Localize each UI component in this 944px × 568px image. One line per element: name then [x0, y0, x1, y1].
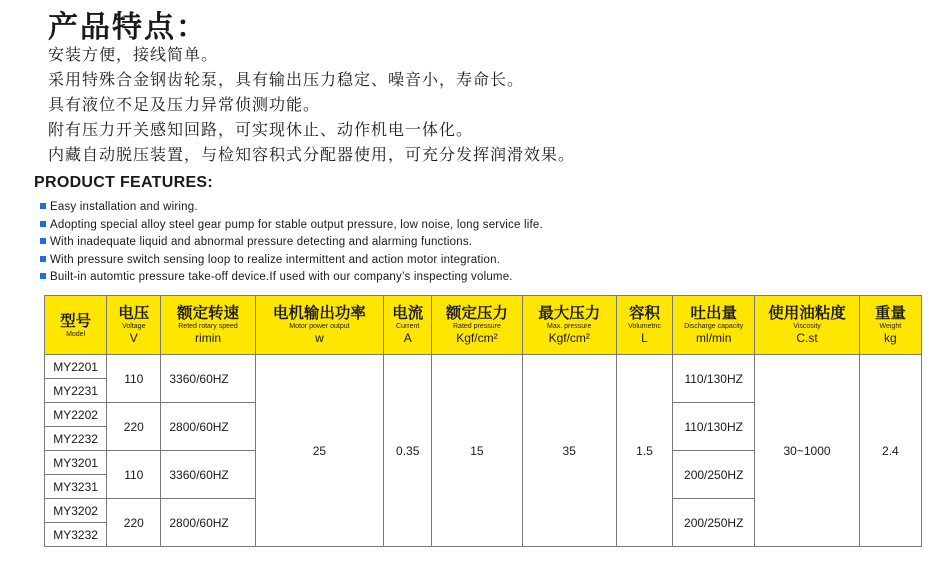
feature-cn-item: 附有压力开关感知回路，可实现休止、动作机电一体化。	[48, 120, 474, 139]
features-en-list	[40, 199, 543, 287]
model-cell: MY2201	[45, 355, 107, 379]
voltage-cell: 220	[107, 499, 161, 547]
feature-cn-item: 采用特殊合金钢齿轮泵，具有输出压力稳定、噪音小，寿命长。	[48, 70, 525, 89]
feature-en-item	[40, 234, 543, 252]
header-rated-pressure: 额定压力 Rated pressure Kgf/cm²	[432, 296, 522, 355]
feature-cn-item: 内藏自动脱压装置，与检知容积式分配器使用，可充分发挥润滑效果。	[48, 145, 576, 164]
square-bullet-icon	[40, 221, 46, 227]
feature-en-item	[40, 252, 543, 270]
square-bullet-icon	[40, 238, 46, 244]
header-volume: 容积 Volumetnc L	[616, 296, 672, 355]
voltage-cell: 110	[107, 451, 161, 499]
header-viscosity: 使用油粘度 Viscosity C.st	[755, 296, 859, 355]
discharge-cell: 110/130HZ	[673, 355, 755, 403]
voltage-cell: 110	[107, 355, 161, 403]
square-bullet-icon	[40, 273, 46, 279]
feature-en-text: With pressure switch sensing loop to realize intermittent and action motor integration.	[50, 253, 501, 266]
square-bullet-icon	[40, 256, 46, 262]
speed-cell: 2800/60HZ	[161, 403, 255, 451]
feature-en-text: Easy installation and wiring.	[50, 201, 198, 213]
model-cell: MY3231	[45, 475, 107, 499]
header-discharge: 吐出量 Discharge capacity ml/min	[673, 296, 755, 355]
page-title: 产品特点：	[48, 10, 208, 45]
header-current: 电流 Current A	[384, 296, 432, 355]
feature-en-item	[40, 217, 543, 235]
discharge-cell: 200/250HZ	[673, 451, 755, 499]
feature-en-text: Built-in automtic pressure take-off device.If used with our company’s inspecting volume.	[50, 271, 513, 284]
model-cell: MY3202	[45, 499, 107, 523]
speed-cell: 3360/60HZ	[161, 451, 255, 499]
feature-en-text: With inadequate liquid and abnormal pressure detecting and alarming functions.	[50, 236, 473, 249]
current-cell: 0.35	[384, 355, 432, 547]
feature-cn-item: 安装方便，接线简单。	[48, 45, 219, 64]
header-motor-power: 电机输出功率 Motor power output w	[255, 296, 383, 355]
speed-cell: 2800/60HZ	[161, 499, 255, 547]
feature-en-item	[40, 269, 543, 287]
voltage-cell: 220	[107, 403, 161, 451]
max-pressure-cell: 35	[522, 355, 616, 547]
rated-pressure-cell: 15	[432, 355, 522, 547]
model-cell: MY3232	[45, 523, 107, 547]
header-weight: 重量 Weight kg	[859, 296, 921, 355]
discharge-cell: 110/130HZ	[673, 403, 755, 451]
weight-cell: 2.4	[859, 355, 921, 547]
model-cell: MY3201	[45, 451, 107, 475]
features-en-title: PRODUCT FEATURES:	[34, 174, 214, 191]
speed-cell: 3360/60HZ	[161, 355, 255, 403]
square-bullet-icon	[40, 203, 46, 209]
model-cell: MY2202	[45, 403, 107, 427]
header-rated-speed: 额定转速 Reted rotary speed rimin	[161, 296, 255, 355]
header-model: 型号 Model	[45, 296, 107, 355]
discharge-cell: 200/250HZ	[673, 499, 755, 547]
header-voltage: 电压 Voltage V	[107, 296, 161, 355]
table-header-row	[45, 296, 922, 355]
spec-table	[44, 295, 922, 547]
volume-cell: 1.5	[616, 355, 672, 547]
feature-en-text: Adopting special alloy steel gear pump for stable output pressure, low noise, long service life.	[50, 218, 543, 231]
header-max-pressure: 最大压力 Max. pressure Kgf/cm²	[522, 296, 616, 355]
feature-en-item	[40, 199, 543, 217]
model-cell: MY2231	[45, 379, 107, 403]
features-cn-list	[48, 42, 575, 167]
model-cell: MY2232	[45, 427, 107, 451]
table-row	[45, 355, 922, 379]
feature-cn-item: 具有液位不足及压力异常侦测功能。	[48, 95, 321, 114]
viscosity-cell: 30~1000	[755, 355, 859, 547]
power-cell: 25	[255, 355, 383, 547]
